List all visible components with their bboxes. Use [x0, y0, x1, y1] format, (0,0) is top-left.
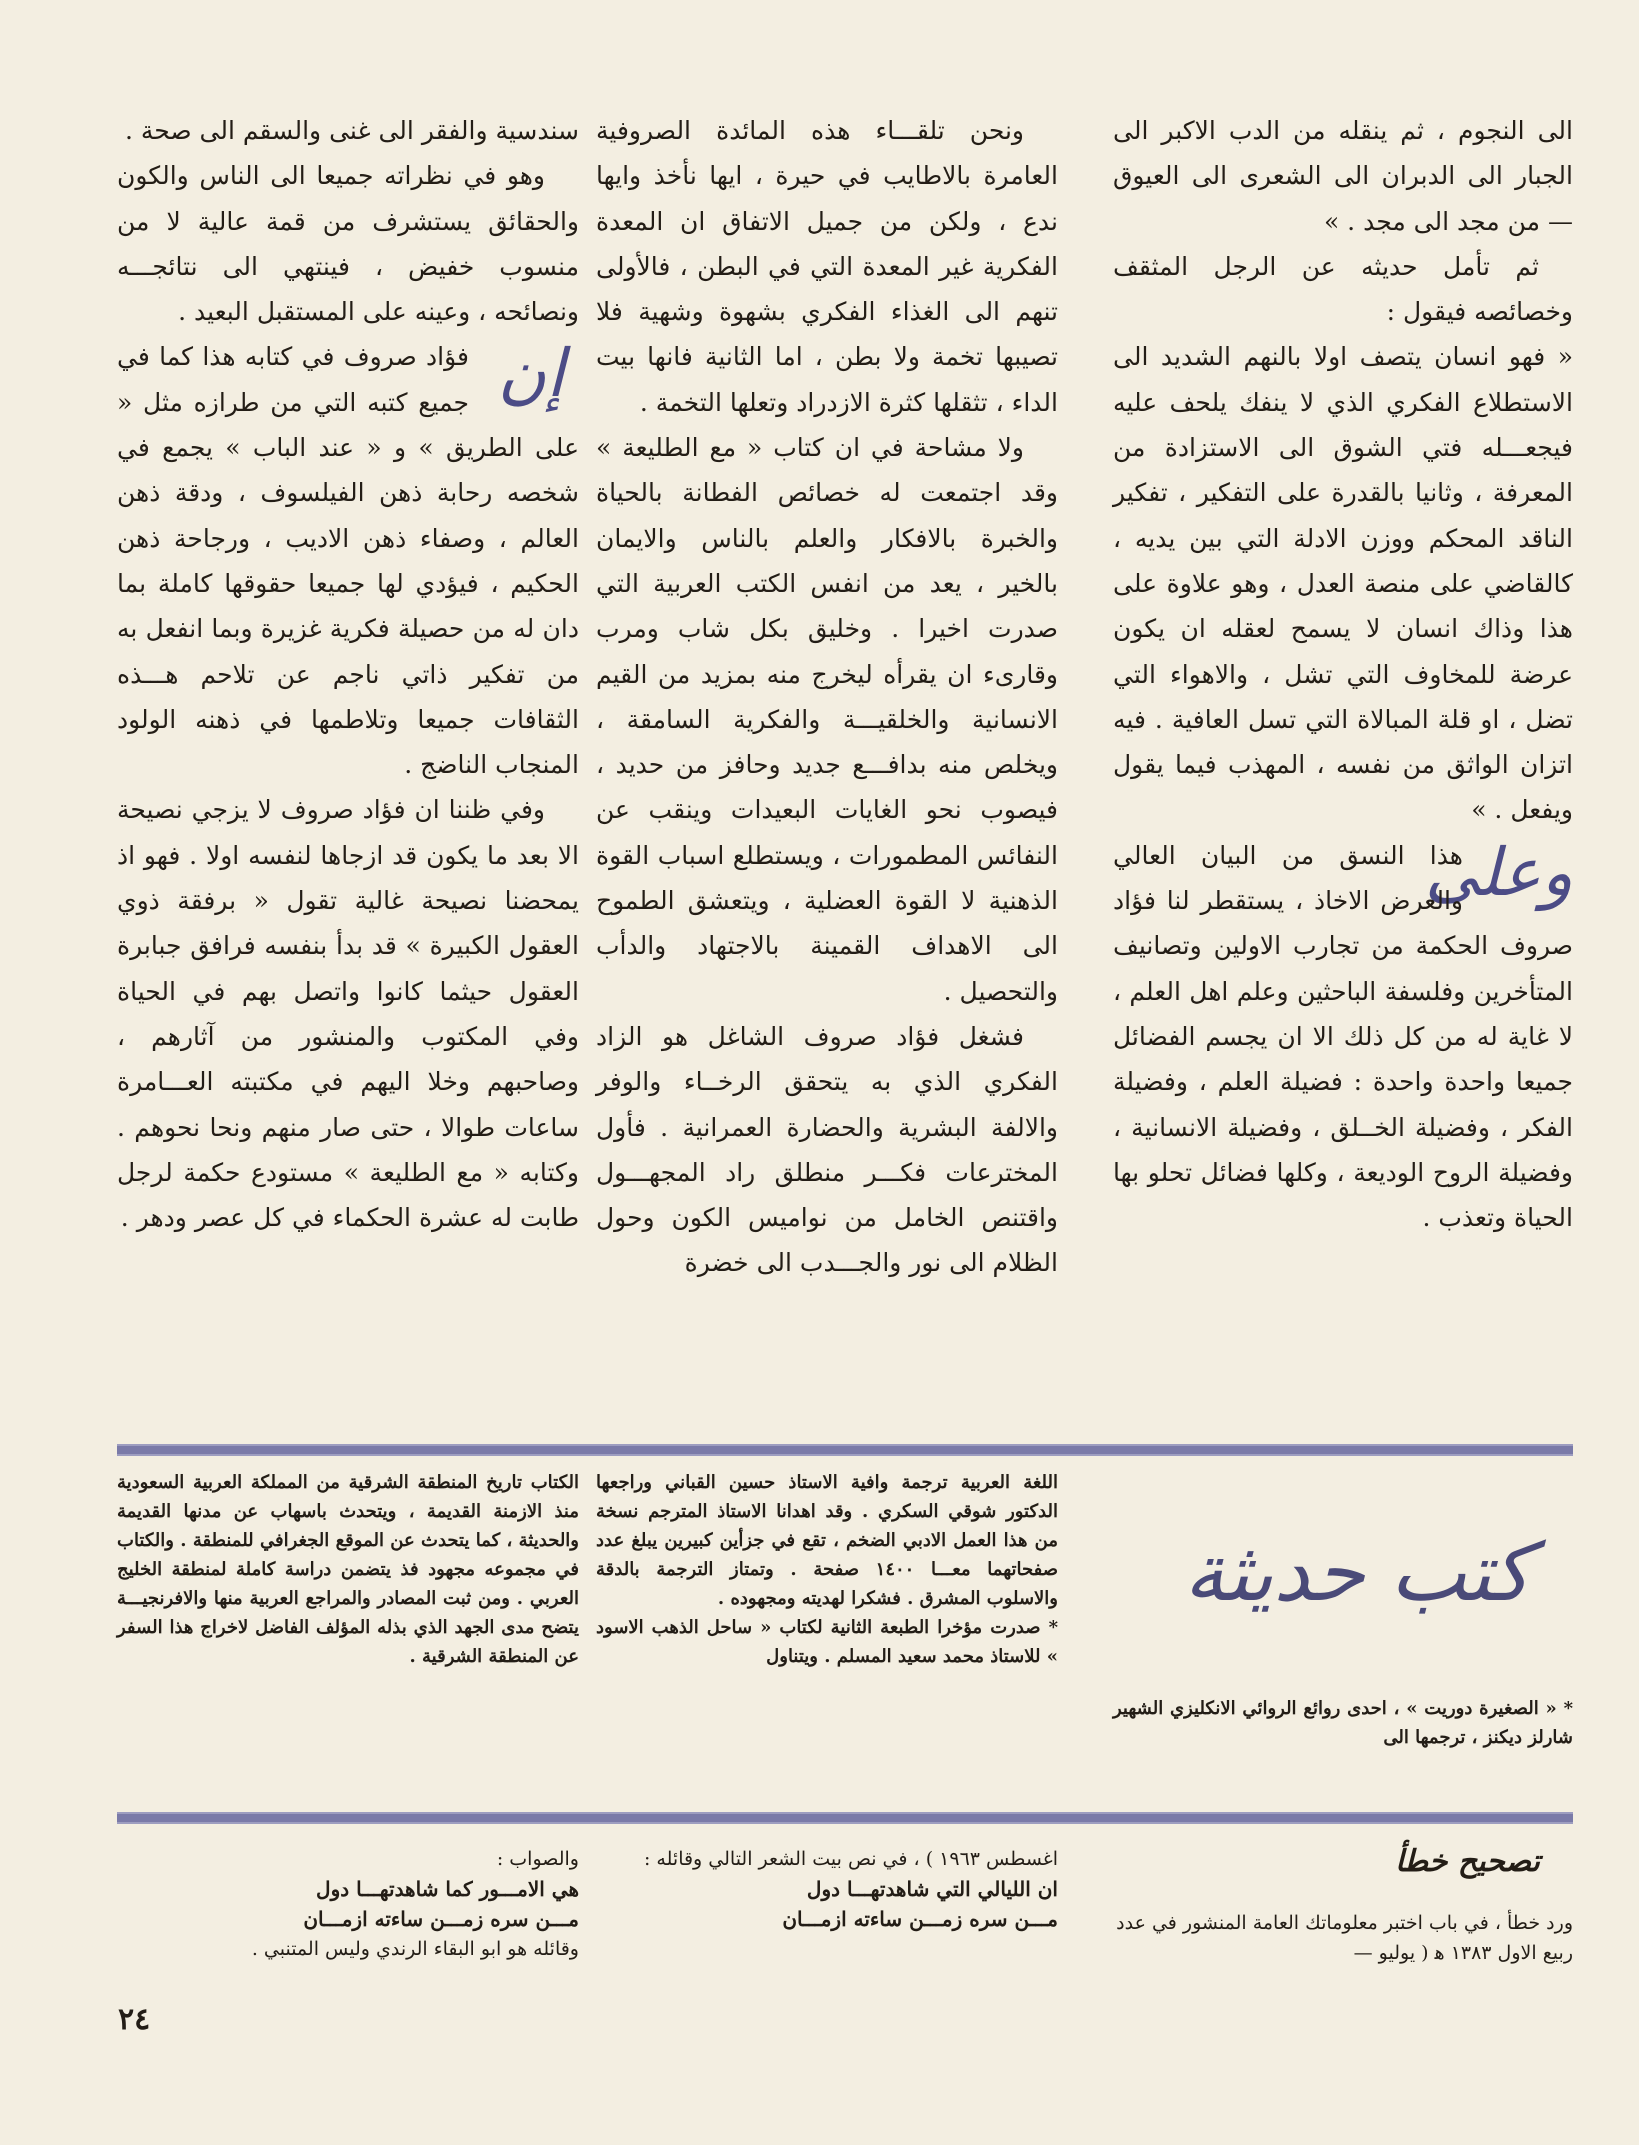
correction-text-left [117, 1844, 579, 1964]
books-text-left [117, 1468, 579, 1671]
section-divider [117, 1812, 1573, 1824]
paragraph [117, 334, 579, 787]
paragraph: سندسية والفقر الى غنى والسقم الى صحة . [124, 116, 579, 145]
paragraph: ثم تأمل حديثه عن الرجل المثقف وخصائصه فيقول : [1113, 251, 1573, 327]
correction-text-middle [596, 1844, 1058, 1934]
correction-note: اغسطس ١٩٦٣ ) ، في نص بيت الشعر التالي وقائله : [643, 1848, 1058, 1870]
article-column-left [117, 108, 579, 1240]
article-column-right [1113, 108, 1573, 1240]
paragraph: ونحن تلقـــاء هذه المائدة الصروفية العامرة بالاطايب في حيرة ، ايها نأخذ وايها ندع ، ولكن من جميل الاتفاق ان المعدة الفكرية غير المعدة التي في البطن ، فالأولى تنهم الى الغذاء الفكري بشهوة وشهية فلا تصيبها تخمة ولا بطن ، اما الثانية فانها بيت الداء ، تثقلها كثرة الازدراد وتعلها التخمة . [596, 116, 1058, 417]
attribution: وقائله هو ابو البقاء الرندي وليس المتنبي . [251, 1938, 579, 1960]
paragraph: وهو في نظراته جميعا الى الناس والكون والحقائق يستشرف من قمة عالية لا من منسوب خفيض ، فينتهي الى نتائجـــه ونصائحه ، وعينه على المستقبل البعيد . [117, 161, 579, 327]
verse-line: هي الامـــور كما شاهدتهـــا دول [316, 1877, 579, 1901]
book-note: * صدرت مؤخرا الطبعة الثانية لكتاب « ساحل الذهب الاسود » للاستاذ محمد سعيد المسلم . ويتناول [596, 1617, 1058, 1667]
section-divider [117, 1444, 1573, 1456]
paragraph-text: فؤاد صروف في كتابه هذا كما في جميع كتبه التي من طرازه مثل « على الطريق » و « عند الباب » يجمع في شخصه رحابة ذهن الفيلسوف ، ودقة ذهن العالم ، وصفاء ذهن الاديب ، ورجاحة ذهن الحكيم ، فيؤدي لها جميعا حقوقها كاملة بما دان له من حصيلة فكرية غزيرة وبما انفعل به من تفكير ذاتي ناجم عن تلاحم هـــذه الثقافات جميعا وتلاطمها في ذهنه الولود المنجاب الناضج . [117, 342, 579, 780]
books-text-right [1113, 1694, 1573, 1752]
paragraph: الى النجوم ، ثم ينقله من الدب الاكبر الى الجبار الى الدبران الى الشعرى الى العيوق — من مجد الى مجد . » [1113, 116, 1573, 236]
page-number: ٢٤ [118, 2002, 151, 2037]
paragraph: وفي ظننا ان فؤاد صروف لا يزجي نصيحة الا بعد ما يكون قد ازجاها لنفسه اولا . فهو اذ يمحضنا نصيحة غالية تقول « برفقة ذوي العقول الكبيرة » قد بدأ بنفسه فرافق جبابرة العقول حيثما كانوا واتصل بهم في الحياة وفي المكتوب والمنشور من آثارهم ، وصاحبهم وخلا اليهم في مكتبته العـــامرة ساعات طوالا ، حتى صار منهم ونحا نحوهم . وكتابه « مع الطليعة » مستودع حكمة لرجل طابت له عشرة الحكماء في كل عصر ودهر . [117, 795, 579, 1233]
correction-text-right [1113, 1908, 1573, 1968]
paragraph [1113, 833, 1573, 1241]
paragraph: فشغل فؤاد صروف الشاغل هو الزاد الفكري الذي به يتحقق الرخــاء والوفر والالفة البشرية والحضارة العمرانية . فأول المخترعات فكـــر منطلق راد المجهـــول واقتنص الخامل من نواميس الكون وحول الظلام الى نور والجـــدب الى خضرة [596, 1021, 1058, 1278]
book-note: اللغة العربية ترجمة وافية الاستاذ حسين القباني وراجعها الدكتور شوقي السكري . وقد اهدانا الاستاذ المترجم نسخة من هذا العمل الادبي الضخم ، تقع في جزأين كبيرين يبلغ عدد صفحاتهما معـــا ١٤٠٠ صفحة . وتمتاز الترجمة بالدقة والاسلوب المشرق . فشكرا لهديته ومجهوده . [596, 1472, 1058, 1609]
section-title-new-books: كتب حديثة [1184, 1526, 1531, 1619]
paragraph: ولا مشاحة في ان كتاب « مع الطليعة » وقد اجتمعت له خصائص الفطانة بالحياة والخبرة بالافكار والعلم بالناس والايمان بالخير ، يعد من انفس الكتب العربية التي صدرت اخيرا . وخليق بكل شاب ومرب وقارىء ان يقرأه ليخرج منه بمزيد من القيم الانسانية والخلقيـــة والفكرية السامقة ، ويخلص منه بدافـــع جديد وحافز من حديد ، فيصوب نحو الغايات البعيدات وينقب عن النفائس المطمورات ، ويستطلع اسباب القوة الذهنية لا القوة العضلية ، ويتعشق الطموح الى الاهداف القمينة بالاجتهاد والدأب والتحصيل . [596, 433, 1058, 1006]
verse-line: مـــن سره زمـــن ساءته ازمـــان [303, 1907, 579, 1931]
correction-note: والصواب : [496, 1848, 579, 1870]
book-note: الكتاب تاريخ المنطقة الشرقية من المملكة العربية السعودية منذ الازمنة القديمة ، ويتحدث باسهاب عن مدنها القديمة والحديثة ، كما يتحدث عن الموقع الجغرافي للمنطقة . والكتاب في مجموعه مجهود فذ يتضمن دراسة كاملة لمنطقة الخليج العربي . ومن ثبت المصادر والمراجع العربية منها والافرنجيـــة يتضح مدى الجهد الذي بذله المؤلف الفاضل لاخراج هذا السفر عن المنطقة الشرقية . [117, 1472, 579, 1667]
paragraph-text: هذا النسق من البيان العالي والعرض الاخاذ ، يستقطر لنا فؤاد صروف الحكمة من تجارب الاولين وتصانيف المتأخرين وفلسفة الباحثين وعلم اهل العلم ، لا غاية له من كل ذلك الا ان يجسم الفضائل جميعا واحدة واحدة : فضيلة العلم ، وفضيلة الفكر ، وفضيلة الخــلق ، وفضيلة الانسانية ، وفضيلة الروح الوديعة ، وكلها فضائل تحلو بها الحياة وتعذب . [1113, 840, 1573, 1233]
quote-paragraph: « فهو انسان يتصف اولا بالنهم الشديد الى الاستطلاع الفكري الذي لا ينفك يلحف عليه فيجعـــله فتي الشوق الى الاستزادة من المعرفة ، وثانيا بالقدرة على التفكير ، تفكير الناقد المحكم ووزن الادلة التي بين يديه ، كالقاضي على منصة العدل ، وهو علاوة على هذا وذاك انسان لا يسمح لعقله ان يكون عرضة للمخاوف التي تشل ، والاهواء التي تضل ، او قلة المبالاة التي تسل العافية . فيه اتزان الواثق من نفسه ، المهذب فيما يقول ويفعل . » [1113, 342, 1573, 825]
section-title-correction: تصحيح خطأ [1395, 1844, 1540, 1879]
correction-note: ورد خطأ ، في باب اختبر معلوماتك العامة المنشور في عدد ربيع الاول ١٣٨٣ ﻫ ( يوليو — [1116, 1912, 1573, 1964]
books-text-middle [596, 1468, 1058, 1671]
book-note: * « الصغيرة دوريت » ، احدى روائع الروائي الانكليزي الشهير شارلز ديكنز ، ترجمها الى [1113, 1698, 1573, 1748]
article-column-middle [596, 108, 1058, 1286]
ornamental-dropcap: وعلى [1424, 833, 1573, 911]
ornamental-dropcap: إن [497, 335, 565, 413]
verse-line: مـــن سره زمـــن ساءته ازمـــان [782, 1907, 1058, 1931]
verse-line: ان الليالي التي شاهدتهـــا دول [806, 1877, 1058, 1901]
